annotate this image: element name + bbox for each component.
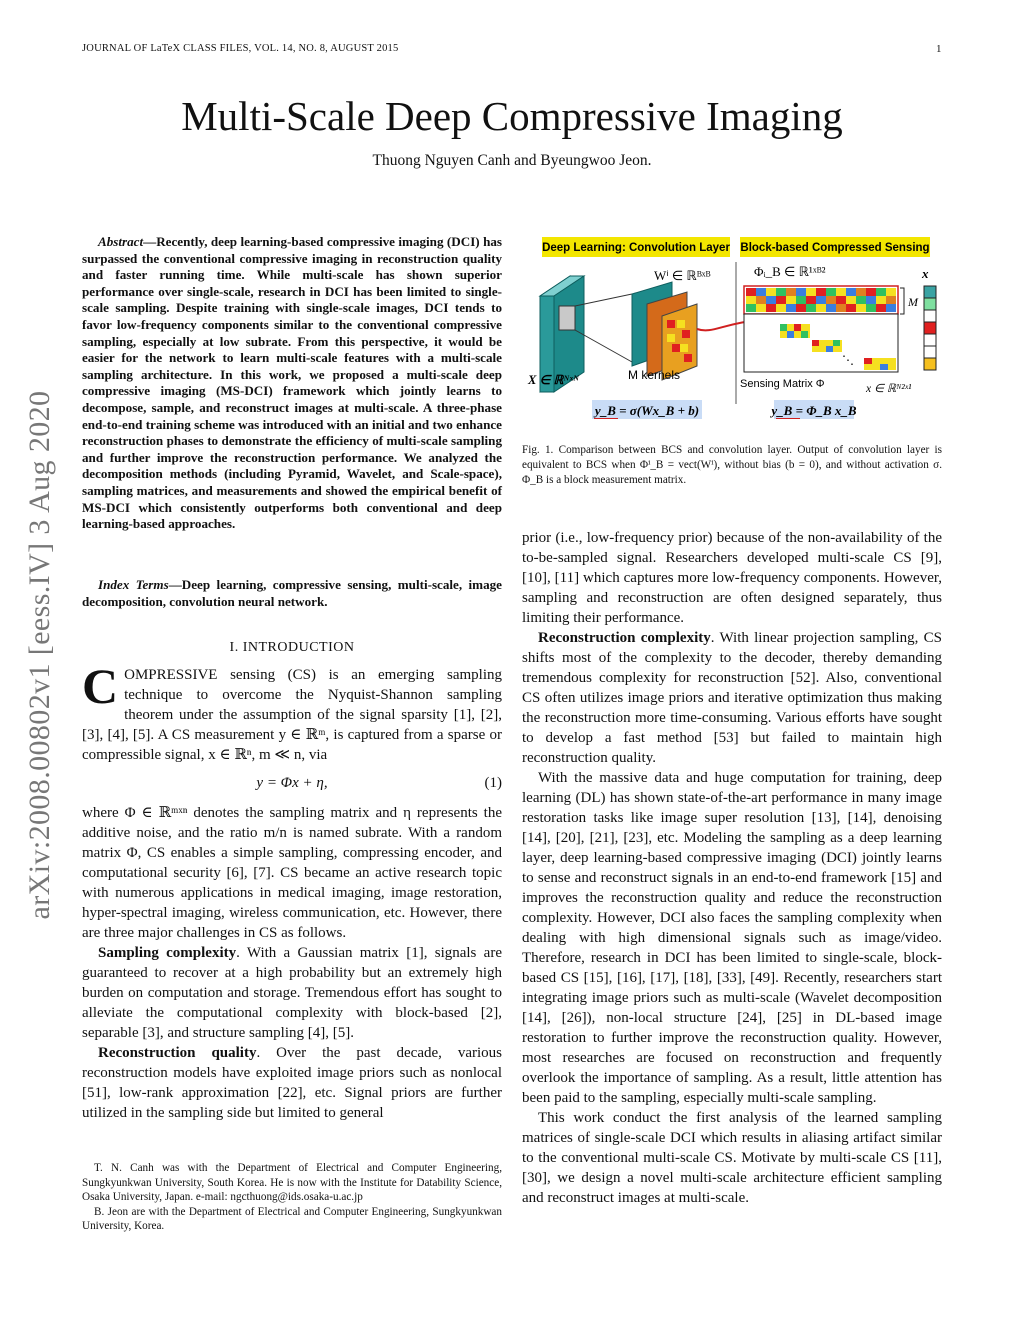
index-terms [82, 577, 502, 610]
intro-paragraph-4 [82, 1043, 502, 1123]
section-number: I. [229, 640, 239, 655]
index-terms-text: —Deep learning, compressive sensing, multi-scale, image decomposition, convolution neural network. [82, 577, 502, 609]
right-paragraph-2 [522, 628, 942, 768]
ellipsis-dots: ⋱ [842, 353, 854, 367]
right-paragraph-3: With the massive data and huge computation for training, deep learning (DL) has shown state-of-the-art performance in many image restoration tasks like image super resolution [13], [14], denoising [14], [20], [21], [23], etc. Modeling the sampling as a deep learning layer, deep learning-based compressive imaging (DCI) jointly learns to sense and reconstruct signals in an end-to-end framework [15] and improves the reconstruction quality and reduce the reconstruction complexity. However, DCI also faces the sampling complexity when dealing with high dimensional signals such as image/video. Therefore, research in DCI has been limited to single-scale, block-based CS [15], [16], [17], [18], [33], [49]. Recently, researchers start integrating image priors such as multi-scale (Wavelet decomposition [14], [26]), non-local structure [24], [25] in DL-based image restoration to further improve the reconstruction quality. However, most researches are focused on reconstruction and frequently overlook the importance of sampling. As a result, little attention has been paid to the sampling, especially multi-scale sampling. [522, 770, 942, 1106]
sampling-complexity-heading: Sampling complexity [98, 945, 237, 961]
section-title: INTRODUCTION [242, 640, 355, 655]
intro-p3-text: . With a Gaussian matrix [1], signals are guaranteed to recover at a high probability but an extremely high burden on computation and storage. Tremendous effort has sought to alleviate the computational complexity with block-based [2], separable [3], and structure sampling [4], [5]. [82, 945, 502, 1041]
m-bracket [900, 288, 904, 314]
footnote-2: B. Jeon are with the Department of Electrical and Computer Engineering, Sungkyunkwan University, Korea. [82, 1205, 502, 1232]
signal-vector [924, 286, 936, 370]
sensing-block-3 [812, 340, 842, 352]
figure-caption: Fig. 1. Comparison between BCS and convolution layer. Output of convolution layer is equivalent to BCS when Φⁱ_B = vect(Wⁱ), without bias (b = 0), and without activation σ. Φ_B is a block measurement matrix. [522, 444, 942, 486]
equation-number: (1) [484, 775, 502, 791]
kernel-maps [632, 282, 697, 380]
paper-title: Multi-Scale Deep Compressive Imaging [181, 93, 843, 139]
intro-p1-text: OMPRESSIVE sensing (CS) is an emerging sampling technique to overcome the Nyquist-Shannon sampling theorem under the assumption of the signal sparsity [1], [2], [3], [4], [5]. A CS measurement y ∈ ℝᵐ, is captured from a sparse or compressible signal, x ∈ ℝⁿ, m ≪ n, via [82, 667, 502, 763]
x-vector-label: x ∈ ℝᴺ²ˣ¹ [866, 383, 912, 395]
kernels-label: M kernels [628, 368, 681, 382]
abstract-label: Abstract [98, 234, 144, 249]
equation-text: y = Φx + η, [256, 775, 328, 791]
input-patch [559, 306, 575, 330]
abstract-text: —Recently, deep learning-based compressive imaging (DCI) has surpassed the conventional compressive imaging in reconstruction quality and faster running time. While multi-scale has shown superior performance over single-scale, research in DCI has been limited to single-scale sampling. Despite training with single-scale images, DCI tends to favor low-frequency components similar to the conventional compressive sampling, especially at low subrate. From this perspective, it would be easier for the network to learn multi-scale features with a multi-scale sampling architecture. In this work, we proposed a multi-scale deep compressive imaging (MS-DCI) framework which jointly learns to decompose, sample, and reconstruct images at multi-scale. A three-phase end-to-end training scheme was introduced with an initial and two enhance reconstruction phases to demonstrate the efficiency of multi-scale sampling and further improve the reconstruction performance. We analyzed the decomposition methods (including Pyramid, Wavelet, and Scale-space), sampling matrices, and measurements and showed the empirical benefit of MS-DCI which consistently outperforms both conventional and deep learning-based approaches. [82, 234, 502, 532]
reconstruction-complexity-heading: Reconstruction complexity [538, 630, 711, 646]
sensing-row [744, 286, 898, 314]
footnote-1: T. N. Canh was with the Department of Electrical and Computer Engineering, Sungkyunkwan University, South Korea. He is now with the Institute for Datability Science, Osaka University, Japan. e-mail: ngcthuong@ids.osaka-u.ac.jp [82, 1162, 502, 1203]
intro-paragraph-2: where Φ ∈ ℝᵐˣⁿ denotes the sampling matrix and η represents the additive noise, and the ratio m/n is named subrate. With a random matrix Φ, CS enables a simple sampling, compressing encoder, and computational security [6], [7]. CS became an active research topic with numerous applications in medical imaging, image restoration, hyper-spectral imaging, wireless communication, etc. However, there are three major challenges in CS as follows. [82, 805, 502, 941]
abstract [82, 234, 502, 533]
x-top-label: x [922, 266, 929, 281]
figure-1 [522, 234, 942, 418]
banner-left-text: Deep Learning: Convolution Layer [542, 242, 730, 254]
intro-paragraph-3 [82, 943, 502, 1043]
right-paragraph-4: This work conduct the first analysis of the learned sampling matrices of single-scale DCI which results in aliasing artifact similar to the conventional multi-scale CS. Motivate by multi-scale CS [11], [30], we design a novel multi-scale architecture efficient sampling and reconstruct images at multi-scale. [522, 1110, 942, 1206]
figure-1-diagram [522, 234, 942, 419]
intro-body [82, 658, 503, 1123]
arxiv-stamp [12, 355, 68, 955]
phi-label: Φᵢ_B ∈ ℝ¹ˣᴮ² [754, 264, 826, 279]
intro-paragraph-1 [82, 658, 502, 765]
right-column-body [522, 528, 942, 1208]
authors: Thuong Nguyen Canh and Byeungwoo Jeon. [372, 152, 652, 169]
running-header: JOURNAL OF LaTeX CLASS FILES, VOL. 14, NO. 8, AUGUST 2015 [82, 43, 399, 54]
right-paragraph-1: prior (i.e., low-frequency prior) because of the non-availability of the to-be-sampled signal. Researchers developed multi-scale CS [9], [10], [11] which captures more low-frequency components. However, sampling and reconstruction are often designed separately, thus limiting their performance. [522, 530, 942, 626]
w-label: Wⁱ ∈ ℝᴮˣᴮ [654, 268, 711, 283]
sensing-matrix-label: Sensing Matrix Φ [740, 378, 825, 390]
sensing-block-2 [780, 324, 810, 338]
section-heading [82, 640, 502, 656]
banner-right-text: Block-based Compressed Sensing [740, 242, 930, 254]
x-input-label: X ∈ ℝᴺˣᴺ [528, 373, 579, 387]
page-number: 1 [936, 43, 942, 55]
intro-p4-text: . Over the past decade, various reconstruction models have exploited image priors such as nonlocal [51], low-rank approximation [22], etc. Signal priors are further utilized in the sampling side but limited to general [82, 1045, 503, 1121]
footnotes [82, 1161, 502, 1234]
eq-left-text: y_B = σ(Wx_B + b) [594, 403, 700, 418]
arxiv-stamp-text: arXiv:2008.00802v1 [eess.IV] 3 Aug 2020 [23, 390, 56, 920]
sensing-block-last [864, 358, 896, 370]
eq-right-text: y_B = Φ_B x_B [771, 403, 857, 418]
m-label: M [908, 295, 918, 309]
equation-1 [82, 773, 502, 793]
right-p2-text: . With linear projection sampling, CS shifts most of the complexity to the decoder, thereby demanding tremendous complexity for reconstruction [52]. Also, conventional CS often utilizes image priors and iterative optimization thus making the reconstruction more time-consuming. Various efforts have sought to develop a fast method [53] but failed to maintain high reconstruction quality. [522, 630, 942, 766]
reconstruction-quality-heading: Reconstruction quality [98, 1045, 257, 1061]
dropcap: C [82, 658, 119, 714]
index-terms-label: Index Terms [98, 577, 169, 592]
